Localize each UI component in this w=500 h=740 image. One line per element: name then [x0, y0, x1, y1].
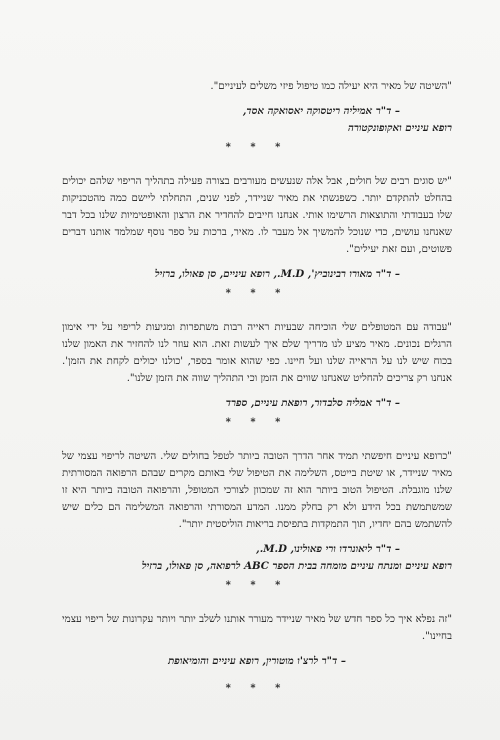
testimonial [62, 448, 452, 597]
testimonial-attribution-title: רופא עיניים ומנתח עיניים מומחה בבית הספר ABC לרפואה, סן פאולו, ברזיל [141, 560, 452, 572]
testimonial-quote: "זה נפלא איך כל ספר חדש של מאיר שניידר מעורר אותנו לשלב יותר ויותר עקרונות של ריפוי עצמי בחיינו". [62, 614, 452, 642]
testimonial [62, 173, 452, 305]
section-divider-stars: * * * [225, 683, 289, 694]
section-divider-stars: * * * [225, 142, 289, 153]
testimonial [62, 319, 452, 434]
testimonial-quote: "כרופא עיניים חיפשתי תמיד אחר הדרך הטובה ביותר לטפל בחולים שלי. השיטה לריפוי עצמי של מאיר שניידר, או שיטת בייטס, השלימה את הטיפול שלי באותם מקרים שבהם הרפואה המסורתית שלנו מוגבלת. הטיפול הטוב ביותר הוא זה שמכוון לצורכי המטופל, והרפואה הטובה ביותר היא זו שמשתמשת בכל הידע ולא רק בחלק ממנו. המדע המסורתי והרפואה המשלימה הם כלים שיש להשתמש בהם יחדיו, תוך התמקדות בתפיסת בריאות הוליסטית יותר". [62, 451, 452, 530]
testimonial-quote: "השיטה של מאיר היא יעילה כמו טיפול פיזי משלים לעיניים". [210, 81, 452, 92]
testimonial-attribution: – ד"ר ליאונרדו ורי פאולינו, M.D., [256, 543, 400, 555]
testimonial-attribution: – ד"ר אמיליה ריטסוקה יאסואקה אסד, [242, 105, 400, 117]
testimonial [62, 611, 452, 700]
section-divider-stars: * * * [225, 417, 289, 428]
testimonials-list [62, 78, 452, 700]
testimonial-attribution: – ד"ר מאורו רבינוביץ', M.D., רופא עיניים, סן פאולו, ברזיל [154, 268, 400, 280]
testimonial [62, 78, 452, 159]
testimonial-attribution: – ד"ר אמליה סלבדור, רופאת עיניים, ספרד [225, 397, 400, 409]
section-divider-stars: * * * [225, 288, 289, 299]
testimonial-quote: "יש סוגים רבים של חולים, אבל אלה שנעשים מעורבים בצורה פעילה בתהליך הריפוי שלהם יכולים בהחלט להתקדם יותר. כשפגשתי את מאיר שניידר, לפני שנים, התחלתי ליישם כמה מהטכניקות שלו בעבודתי והתוצאות הרשימו אותי. אנחנו חייבים להחדיר את הרצון והאופטימיות שלנו בכל דבר שאנחנו עושים, כדי שנוכל להמשיך אל מעבר לו. מאיר, ברכות על ספר נוסף שמלמד אותנו דברים פשוטים, ועם זאת יעילים". [62, 176, 452, 255]
testimonial-quote: "עבודה עם המטופלים שלי הוכיחה שבעיות ראייה רבות משתפרות ומגיעות לריפוי על ידי אימון הרגלים נכונים. מאיר מציע לנו מדריך שלם איך לעשות זאת. הוא עוזר לנו להחזיר את האמון שלנו בכוח שיש לנו על הראייה שלנו ועל חיינו. כפי שהוא אומר בספר, 'כולנו יכולים לקחת את הזמן'. אנחנו רק צריכים להחליט שאנחנו שווים את הזמן וכי התהליך שווה את הזמן שלנו". [62, 322, 452, 384]
testimonial-attribution-title: רופא עיניים ואקופונקטורה [348, 122, 452, 134]
testimonial-attribution: – ד"ר לרצ'ו מוטורין, רופא עיניים והומיאופת [168, 655, 346, 667]
section-divider-stars: * * * [225, 580, 289, 591]
